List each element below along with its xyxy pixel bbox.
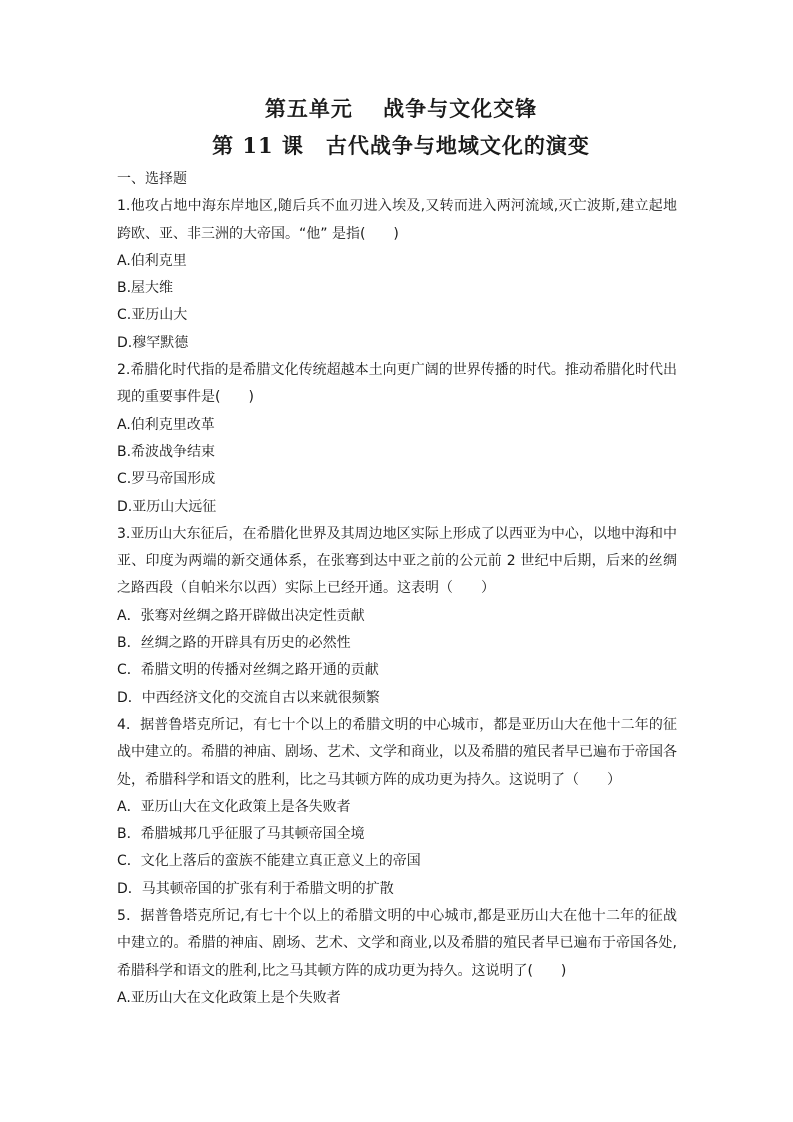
- question-stem: 1.他攻占地中海东岸地区,随后兵不血刃进入埃及,又转而进入两河流域,灭亡波斯,建立起地跨欧、亚、非三洲的大帝国。“他” 是指( ): [117, 198, 677, 242]
- option-c: C.罗马帝国形成: [117, 471, 216, 488]
- question-stem: 3.亚历山大东征后，在希腊化世界及其周边地区实际上形成了以西亚为中心，以地中海和中亚、印度为两端的新交通体系，在张骞到达中亚之前的公元前 2 世纪中后期，后来的丝绸之路西段（自帕米尔以西）实际上已经开通。这表明（ ）: [117, 525, 677, 597]
- option-b: B.屋大维: [117, 280, 174, 297]
- option-b: B．希腊城邦几乎征服了马其顿帝国全境: [117, 826, 365, 843]
- question-stem: 5．据普鲁塔克所记,有七十个以上的希腊文明的中心城市,都是亚历山大在他十二年的征战中建立的。希腊的神庙、剧场、艺术、文学和商业,以及希腊的殖民者早已遍布于帝国各处,希腊科学和语文的胜利,比之马其顿方阵的成功更为持久。这说明了( ): [117, 908, 677, 979]
- question-3: [117, 521, 677, 712]
- option-a: A．亚历山大在文化政策上是各失败者: [117, 798, 351, 815]
- section-label: 一、选择题: [117, 171, 187, 187]
- document-page: [117, 92, 677, 1012]
- question-stem: 2.希腊化时代指的是希腊文化传统超越本土向更广阔的世界传播的时代。推动希腊化时代出现的重要事件是( ): [117, 362, 677, 406]
- question-1: [117, 193, 677, 357]
- option-c: C．希腊文明的传播对丝绸之路开通的贡献: [117, 662, 379, 679]
- option-a: A.伯利克里改革: [117, 416, 215, 433]
- option-d: D.亚历山大远征: [117, 498, 217, 515]
- question-stem: 4．据普鲁塔克所记，有七十个以上的希腊文明的中心城市，都是亚历山大在他十二年的征战中建立的。希腊的神庙、剧场、艺术、文学和商业，以及希腊的殖民者早已遍布于帝国各处，希腊科学和语文的胜利，比之马其顿方阵的成功更为持久。这说明了（ ）: [117, 716, 677, 788]
- option-a: A.亚历山大在文化政策上是个失败者: [117, 989, 341, 1006]
- option-b: B．丝绸之路的开辟具有历史的必然性: [117, 635, 351, 652]
- question-5: [117, 903, 677, 1012]
- option-d: D．马其顿帝国的扩张有利于希腊文明的扩散: [117, 880, 394, 897]
- option-a: A.伯利克里: [117, 252, 187, 269]
- option-c: C．文化上落后的蛮族不能建立真正意义上的帝国: [117, 853, 421, 870]
- option-c: C.亚历山大: [117, 307, 188, 324]
- option-b: B.希波战争结束: [117, 443, 216, 460]
- unit-title: 第五单元 战争与文化交锋: [264, 96, 538, 121]
- option-a: A．张骞对丝绸之路开辟做出决定性贡献: [117, 607, 365, 624]
- option-d: D.穆罕默德: [117, 334, 189, 351]
- question-2: [117, 357, 677, 521]
- question-4: [117, 712, 677, 903]
- lesson-title: 第 11 课 古代战争与地域文化的演变: [212, 133, 590, 158]
- option-d: D．中西经济文化的交流自古以来就很频繁: [117, 689, 380, 706]
